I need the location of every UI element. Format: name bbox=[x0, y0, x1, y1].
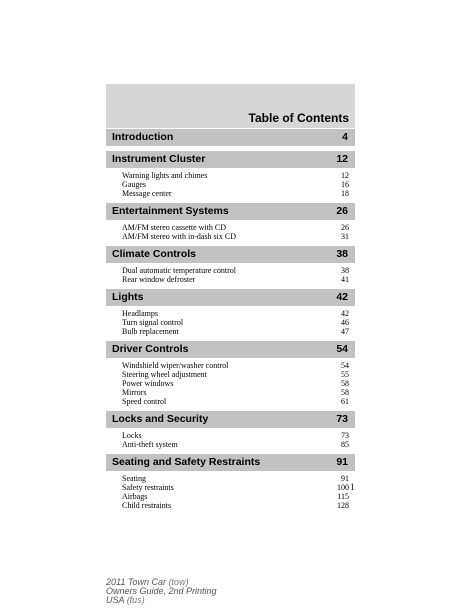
section-page-number: 4 bbox=[342, 131, 348, 143]
toc-entry[interactable] bbox=[122, 189, 349, 198]
toc-section bbox=[106, 411, 355, 454]
page-title: Table of Contents bbox=[248, 111, 349, 125]
section-page-number: 73 bbox=[336, 413, 348, 425]
toc-entry[interactable] bbox=[122, 431, 349, 440]
footer-model: 2011 Town Car bbox=[106, 577, 167, 587]
entry-label: Bulb replacement bbox=[122, 327, 179, 336]
entry-page-number: 115 bbox=[337, 492, 349, 501]
footer-line-3 bbox=[106, 596, 217, 605]
section-page-number: 12 bbox=[336, 153, 348, 165]
entry-page-number: 12 bbox=[341, 171, 349, 180]
entry-label: Windshield wiper/washer control bbox=[122, 361, 229, 370]
entry-label: Message center bbox=[122, 189, 172, 198]
section-page-number: 26 bbox=[336, 205, 348, 217]
entry-label: Seating bbox=[122, 474, 146, 483]
toc-section bbox=[106, 151, 355, 203]
toc-section bbox=[106, 454, 355, 515]
entry-page-number: 58 bbox=[341, 388, 349, 397]
section-title: Instrument Cluster bbox=[112, 153, 206, 165]
section-page-number: 38 bbox=[336, 248, 348, 260]
entry-page-number: 85 bbox=[341, 440, 349, 449]
entry-label: Safety restraints bbox=[122, 483, 174, 492]
entry-page-number: 46 bbox=[341, 318, 349, 327]
toc-entry[interactable] bbox=[122, 492, 349, 501]
toc-entry[interactable] bbox=[122, 370, 349, 379]
toc-section bbox=[106, 203, 355, 246]
toc-entry[interactable] bbox=[122, 318, 349, 327]
section-title: Introduction bbox=[112, 131, 174, 143]
toc-entry[interactable] bbox=[122, 223, 349, 232]
entry-label: Child restraints bbox=[122, 501, 172, 510]
entry-label: Speed control bbox=[122, 397, 167, 406]
entry-page-number: 61 bbox=[341, 397, 349, 406]
section-title: Lights bbox=[112, 291, 144, 303]
section-header[interactable] bbox=[106, 454, 355, 471]
toc-entry[interactable] bbox=[122, 501, 349, 510]
entry-page-number: 38 bbox=[341, 266, 349, 275]
entry-label: Turn signal control bbox=[122, 318, 184, 327]
entry-page-number: 18 bbox=[341, 189, 349, 198]
section-items bbox=[106, 220, 355, 246]
section-header[interactable] bbox=[106, 341, 355, 358]
entry-page-number: 128 bbox=[337, 501, 349, 510]
toc-entry[interactable] bbox=[122, 388, 349, 397]
section-page-number: 42 bbox=[336, 291, 348, 303]
table-of-contents bbox=[106, 129, 355, 515]
page-number: 1 bbox=[350, 482, 355, 492]
entry-page-number: 73 bbox=[341, 431, 349, 440]
entry-label: Rear window defroster bbox=[122, 275, 196, 284]
entry-label: Anti-theft system bbox=[122, 440, 178, 449]
section-header[interactable] bbox=[106, 246, 355, 263]
entry-page-number: 58 bbox=[341, 379, 349, 388]
entry-label: Power windows bbox=[122, 379, 174, 388]
section-items bbox=[106, 168, 355, 203]
toc-entry[interactable] bbox=[122, 327, 349, 336]
entry-label: Locks bbox=[122, 431, 142, 440]
toc-section bbox=[106, 129, 355, 146]
section-items bbox=[106, 428, 355, 454]
section-items bbox=[106, 306, 355, 341]
toc-entry[interactable] bbox=[122, 379, 349, 388]
section-title: Entertainment Systems bbox=[112, 205, 229, 217]
footer-model-code: (tow) bbox=[168, 577, 189, 587]
entry-page-number: 16 bbox=[341, 180, 349, 189]
toc-entry[interactable] bbox=[122, 483, 349, 492]
section-header[interactable] bbox=[106, 129, 355, 146]
toc-entry[interactable] bbox=[122, 180, 349, 189]
footer-market: USA bbox=[106, 595, 125, 605]
toc-section bbox=[106, 246, 355, 289]
section-header[interactable] bbox=[106, 411, 355, 428]
entry-label: Headlamps bbox=[122, 309, 158, 318]
entry-page-number: 31 bbox=[341, 232, 349, 241]
section-title: Locks and Security bbox=[112, 413, 209, 425]
footer bbox=[106, 578, 217, 605]
footer-market-code: (fus) bbox=[126, 595, 145, 605]
section-title: Driver Controls bbox=[112, 343, 189, 355]
entry-label: Mirrors bbox=[122, 388, 147, 397]
toc-entry[interactable] bbox=[122, 266, 349, 275]
section-items bbox=[106, 263, 355, 289]
section-header[interactable] bbox=[106, 151, 355, 168]
toc-entry[interactable] bbox=[122, 440, 349, 449]
toc-entry[interactable] bbox=[122, 232, 349, 241]
toc-section bbox=[106, 289, 355, 341]
section-title: Seating and Safety Restraints bbox=[112, 456, 261, 468]
section-items bbox=[106, 358, 355, 411]
section-header[interactable] bbox=[106, 203, 355, 220]
entry-page-number: 42 bbox=[341, 309, 349, 318]
section-title: Climate Controls bbox=[112, 248, 197, 260]
section-items bbox=[106, 471, 355, 515]
toc-entry[interactable] bbox=[122, 275, 349, 284]
entry-page-number: 55 bbox=[341, 370, 349, 379]
entry-page-number: 91 bbox=[341, 474, 349, 483]
entry-page-number: 26 bbox=[341, 223, 349, 232]
entry-label: Gauges bbox=[122, 180, 146, 189]
entry-label: Steering wheel adjustment bbox=[122, 370, 207, 379]
section-page-number: 54 bbox=[336, 343, 348, 355]
entry-page-number: 100 bbox=[337, 483, 349, 492]
title-band bbox=[106, 84, 355, 128]
toc-entry[interactable] bbox=[122, 474, 349, 483]
entry-label: Dual automatic temperature control bbox=[122, 266, 236, 275]
entry-label: Airbags bbox=[122, 492, 148, 501]
footer-line-2: Owners Guide, 2nd Printing bbox=[106, 586, 217, 596]
toc-entry[interactable] bbox=[122, 309, 349, 318]
toc-entry[interactable] bbox=[122, 397, 349, 406]
entry-page-number: 47 bbox=[341, 327, 349, 336]
entry-label: AM/FM stereo cassette with CD bbox=[122, 223, 226, 232]
toc-entry[interactable] bbox=[122, 361, 349, 370]
toc-entry[interactable] bbox=[122, 171, 349, 180]
section-header[interactable] bbox=[106, 289, 355, 306]
toc-section bbox=[106, 341, 355, 411]
entry-page-number: 54 bbox=[341, 361, 349, 370]
entry-label: Warning lights and chimes bbox=[122, 171, 208, 180]
entry-label: AM/FM stereo with in-dash six CD bbox=[122, 232, 236, 241]
section-page-number: 91 bbox=[336, 456, 348, 468]
entry-page-number: 41 bbox=[341, 275, 349, 284]
